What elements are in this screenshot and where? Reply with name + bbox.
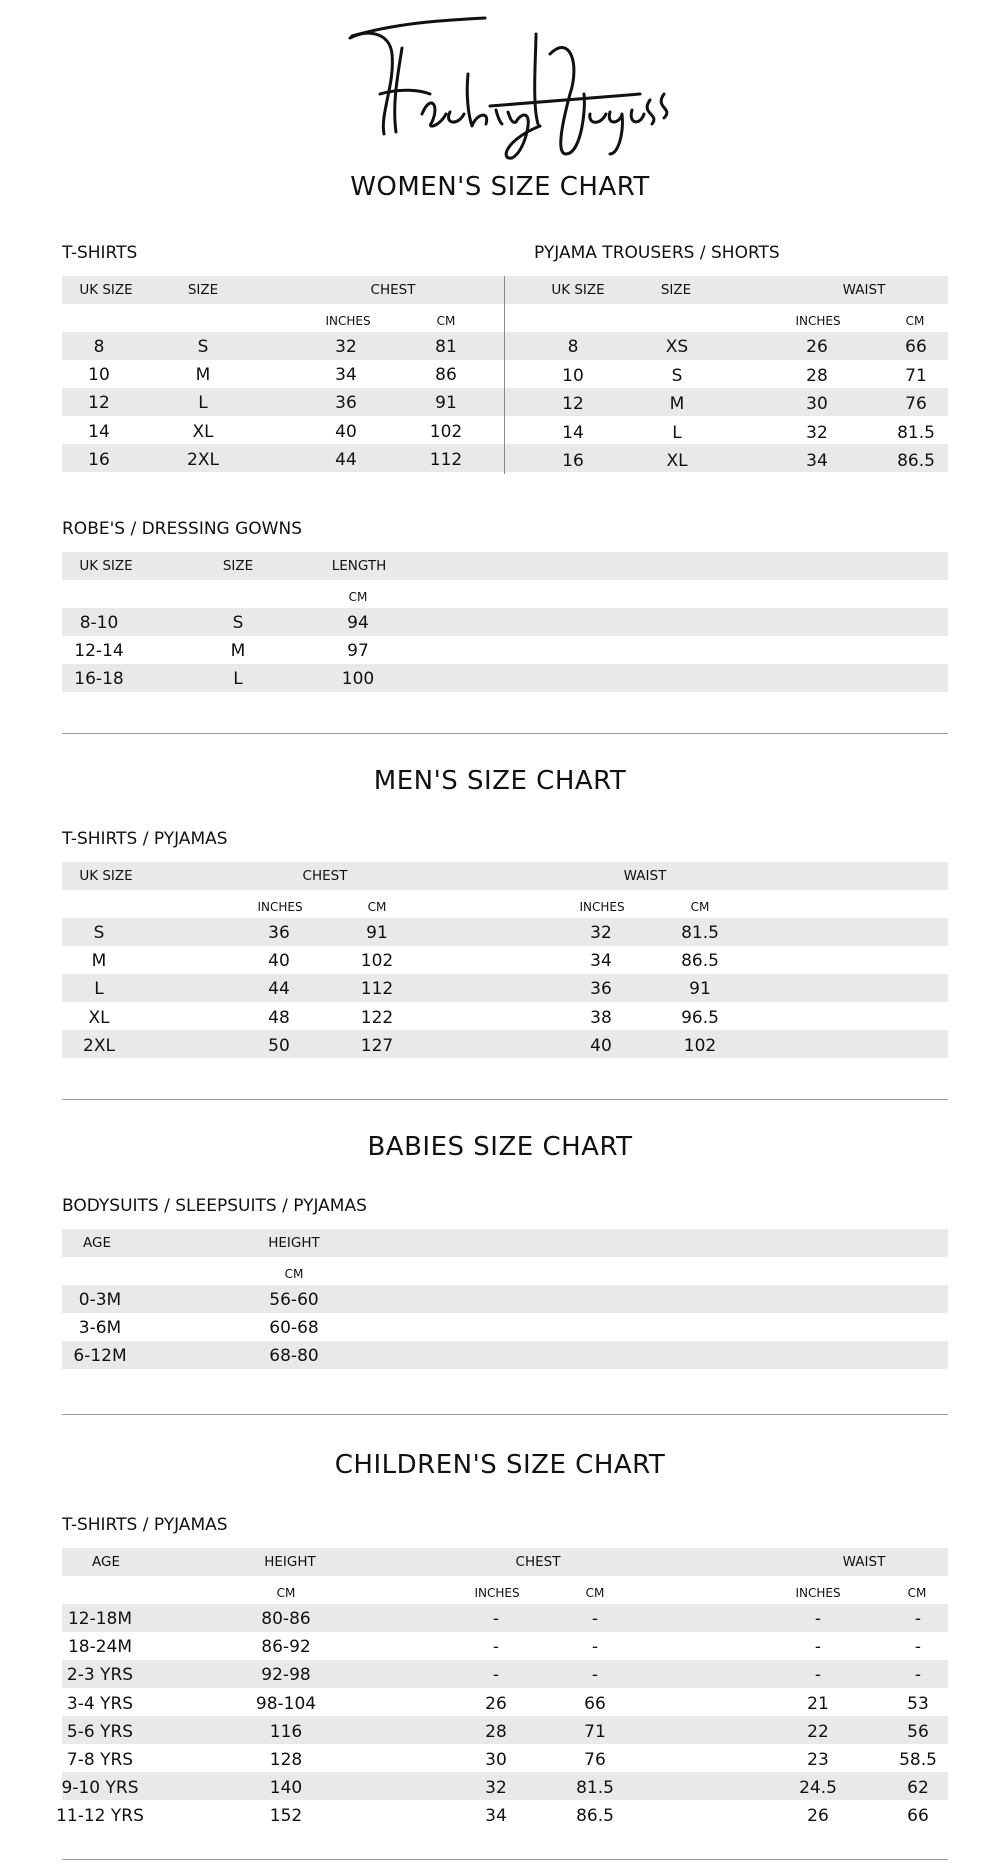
table-cell: 80-86 — [261, 1609, 311, 1629]
table-cell: 8 — [93, 337, 105, 357]
table-cell: 34 — [806, 451, 828, 472]
table-cell: - — [591, 1609, 599, 1629]
table-cell: 10 — [562, 365, 584, 386]
women-section-title: WOMEN'S SIZE CHART — [350, 172, 650, 202]
unit-label: CM — [905, 314, 925, 328]
table-cell: 86.5 — [897, 451, 935, 472]
table-cell: 76 — [905, 394, 927, 415]
table-cell: - — [492, 1637, 500, 1658]
brand-logo — [340, 14, 670, 164]
men-tshirts-title: T-SHIRTS / PYJAMAS — [62, 829, 228, 849]
table-cell: 86.5 — [681, 951, 719, 972]
column-header: CHEST — [302, 868, 348, 884]
table-cell: 128 — [269, 1750, 303, 1770]
table-cell: 81 — [435, 337, 457, 357]
babies-section-title: BABIES SIZE CHART — [367, 1132, 633, 1162]
table-cell: 30 — [485, 1750, 507, 1770]
table-cell: XS — [665, 337, 689, 357]
unit-label: INCHES — [325, 314, 371, 328]
table-cell: 140 — [269, 1778, 303, 1799]
table-cell: 32 — [335, 337, 357, 357]
column-divider — [504, 276, 505, 474]
table-cell: 48 — [268, 1007, 290, 1028]
unit-label: CM — [907, 1586, 927, 1600]
table-cell: 26 — [806, 337, 828, 357]
column-header: AGE — [83, 1235, 111, 1251]
table-cell: S — [197, 337, 209, 357]
table-cell: 50 — [268, 1035, 290, 1056]
table-cell: 76 — [584, 1750, 606, 1770]
unit-label: CM — [276, 1586, 296, 1600]
table-cell: 3-4 YRS — [66, 1693, 134, 1714]
section-divider — [62, 1859, 948, 1860]
table-cell: 102 — [683, 1035, 717, 1056]
table-cell: 44 — [268, 979, 290, 1000]
table-cell: XL — [192, 421, 214, 442]
table-cell: 32 — [806, 422, 828, 443]
table-cell: 12-14 — [74, 641, 124, 662]
table-cell: 152 — [269, 1806, 303, 1827]
table-cell: 100 — [341, 669, 375, 690]
table-cell: 53 — [907, 1693, 929, 1714]
table-cell: 44 — [335, 449, 357, 470]
table-cell: 14 — [562, 422, 584, 443]
children-section-title: CHILDREN'S SIZE CHART — [334, 1450, 666, 1480]
table-cell: 16 — [562, 451, 584, 472]
unit-label: CM — [690, 900, 710, 914]
table-cell: M — [195, 365, 211, 386]
table-cell: 36 — [335, 393, 357, 414]
table-cell: - — [591, 1637, 599, 1658]
table-cell: 86 — [435, 365, 457, 386]
column-header: HEIGHT — [268, 1235, 320, 1251]
table-cell: 40 — [268, 951, 290, 972]
table-cell: 81.5 — [897, 422, 935, 443]
section-divider — [62, 1099, 948, 1100]
table-cell: 16-18 — [74, 669, 124, 690]
table-cell: S — [93, 923, 105, 943]
table-cell: - — [914, 1609, 922, 1629]
table-cell: 36 — [268, 923, 290, 943]
table-cell: 40 — [335, 421, 357, 442]
table-cell: 8-10 — [79, 613, 119, 633]
unit-label: CM — [585, 1586, 605, 1600]
table-cell: 122 — [360, 1007, 394, 1028]
table-cell: 98-104 — [255, 1693, 317, 1714]
section-divider — [62, 1414, 948, 1415]
table-cell: 91 — [366, 923, 388, 943]
table-cell: 22 — [807, 1721, 829, 1742]
table-cell: 91 — [689, 979, 711, 1000]
column-header: UK SIZE — [79, 282, 133, 298]
table-cell: 6-12M — [73, 1346, 127, 1367]
column-header: LENGTH — [331, 558, 387, 574]
babies-header-band — [62, 1229, 948, 1257]
unit-label: INCHES — [795, 1586, 841, 1600]
table-cell: 9-10 YRS — [61, 1778, 139, 1799]
table-cell: 34 — [590, 951, 612, 972]
table-row — [62, 608, 948, 636]
table-cell: 14 — [88, 421, 110, 442]
table-cell: 32 — [485, 1778, 507, 1799]
table-cell: 10 — [88, 365, 110, 386]
table-cell: - — [814, 1609, 822, 1629]
table-cell: 102 — [360, 951, 394, 972]
column-header: HEIGHT — [264, 1554, 316, 1570]
robes-header-band — [62, 552, 948, 580]
table-cell: L — [672, 422, 682, 443]
table-cell: 30 — [806, 394, 828, 415]
column-header: UK SIZE — [79, 558, 133, 574]
table-cell: 26 — [485, 1693, 507, 1714]
table-cell: 112 — [429, 449, 463, 470]
men-header-band — [62, 862, 948, 890]
table-cell: 28 — [806, 365, 828, 386]
table-cell: 92-98 — [261, 1665, 311, 1686]
table-cell: 2-3 YRS — [66, 1665, 134, 1686]
table-cell: 24.5 — [799, 1778, 837, 1799]
table-row — [62, 918, 948, 946]
unit-label: INCHES — [474, 1586, 520, 1600]
unit-label: INCHES — [579, 900, 625, 914]
table-row — [62, 1285, 948, 1313]
table-cell: 34 — [485, 1806, 507, 1827]
table-cell: 71 — [584, 1721, 606, 1742]
table-cell: 8 — [567, 337, 579, 357]
table-cell: 12 — [562, 394, 584, 415]
table-cell: 16 — [88, 449, 110, 470]
table-cell: - — [492, 1665, 500, 1686]
table-cell: 96.5 — [681, 1007, 719, 1028]
table-cell: M — [669, 394, 685, 415]
table-cell: 23 — [807, 1750, 829, 1770]
column-header: WAIST — [842, 1554, 886, 1570]
table-cell: L — [198, 393, 208, 414]
table-cell: - — [591, 1665, 599, 1686]
table-cell: 36 — [590, 979, 612, 1000]
table-cell: - — [914, 1637, 922, 1658]
table-cell: 97 — [347, 641, 369, 662]
table-cell: 3-6M — [78, 1318, 122, 1339]
table-cell: 66 — [584, 1693, 606, 1714]
unit-label: CM — [436, 314, 456, 328]
table-cell: 28 — [485, 1721, 507, 1742]
unit-label: INCHES — [257, 900, 303, 914]
table-cell: S — [232, 613, 244, 633]
column-header: WAIST — [623, 868, 667, 884]
table-cell: 56 — [907, 1721, 929, 1742]
section-divider — [62, 733, 948, 734]
table-cell: XL — [88, 1007, 110, 1028]
table-cell: L — [94, 979, 104, 1000]
table-cell: 7-8 YRS — [66, 1750, 134, 1770]
table-cell: 94 — [347, 613, 369, 633]
table-cell: 2XL — [83, 1035, 115, 1056]
column-header: WAIST — [842, 282, 886, 298]
column-header: SIZE — [222, 558, 254, 574]
column-header: UK SIZE — [79, 868, 133, 884]
table-cell: M — [230, 641, 246, 662]
table-row — [62, 1030, 948, 1058]
table-cell: 56-60 — [269, 1290, 319, 1310]
table-cell: 81.5 — [576, 1778, 614, 1799]
table-row — [62, 1341, 948, 1369]
column-header: CHEST — [370, 282, 416, 298]
table-cell: 66 — [907, 1806, 929, 1827]
table-cell: 116 — [269, 1721, 303, 1742]
table-cell: 102 — [429, 421, 463, 442]
table-cell: 34 — [335, 365, 357, 386]
column-header: SIZE — [660, 282, 692, 298]
table-cell: XL — [666, 451, 688, 472]
table-cell: S — [671, 365, 683, 386]
table-cell: 58.5 — [899, 1750, 937, 1770]
table-cell: 60-68 — [269, 1318, 319, 1339]
table-cell: L — [233, 669, 243, 690]
men-section-title: MEN'S SIZE CHART — [373, 766, 627, 796]
table-cell: 40 — [590, 1035, 612, 1056]
babies-title: BODYSUITS / SLEEPSUITS / PYJAMAS — [62, 1196, 367, 1216]
table-cell: 86.5 — [576, 1806, 614, 1827]
column-header: AGE — [92, 1554, 120, 1570]
women-pyjama-title: PYJAMA TROUSERS / SHORTS — [534, 243, 780, 263]
table-cell: 86-92 — [261, 1637, 311, 1658]
table-cell: 2XL — [187, 449, 219, 470]
table-row — [62, 664, 948, 692]
women-tshirts-title: T-SHIRTS — [62, 243, 138, 263]
table-cell: 32 — [590, 923, 612, 943]
children-header-band — [62, 1548, 948, 1576]
table-cell: 0-3M — [78, 1290, 122, 1310]
table-cell: 38 — [590, 1007, 612, 1028]
unit-label: CM — [348, 590, 368, 604]
table-cell: 21 — [807, 1693, 829, 1714]
table-cell: 71 — [905, 365, 927, 386]
column-header: SIZE — [187, 282, 219, 298]
table-cell: 66 — [905, 337, 927, 357]
unit-label: INCHES — [795, 314, 841, 328]
table-cell: 18-24M — [67, 1637, 133, 1658]
table-cell: 127 — [360, 1035, 394, 1056]
table-cell: 62 — [907, 1778, 929, 1799]
table-cell: 112 — [360, 979, 394, 1000]
table-cell: - — [814, 1665, 822, 1686]
table-cell: 5-6 YRS — [66, 1721, 134, 1742]
table-cell: 12-18M — [67, 1609, 133, 1629]
table-cell: - — [492, 1609, 500, 1629]
table-row — [62, 974, 948, 1002]
table-cell: 12 — [88, 393, 110, 414]
unit-label: CM — [284, 1267, 304, 1281]
table-cell: 68-80 — [269, 1346, 319, 1367]
column-header: UK SIZE — [551, 282, 605, 298]
table-cell: - — [914, 1665, 922, 1686]
table-cell: 26 — [807, 1806, 829, 1827]
table-cell: - — [814, 1637, 822, 1658]
table-cell: 81.5 — [681, 923, 719, 943]
table-cell: 91 — [435, 393, 457, 414]
table-cell: 11-12 YRS — [56, 1806, 144, 1827]
unit-label: CM — [367, 900, 387, 914]
women-robes-title: ROBE'S / DRESSING GOWNS — [62, 519, 303, 539]
table-cell: M — [91, 951, 107, 972]
children-title: T-SHIRTS / PYJAMAS — [62, 1515, 228, 1535]
column-header: CHEST — [515, 1554, 561, 1570]
